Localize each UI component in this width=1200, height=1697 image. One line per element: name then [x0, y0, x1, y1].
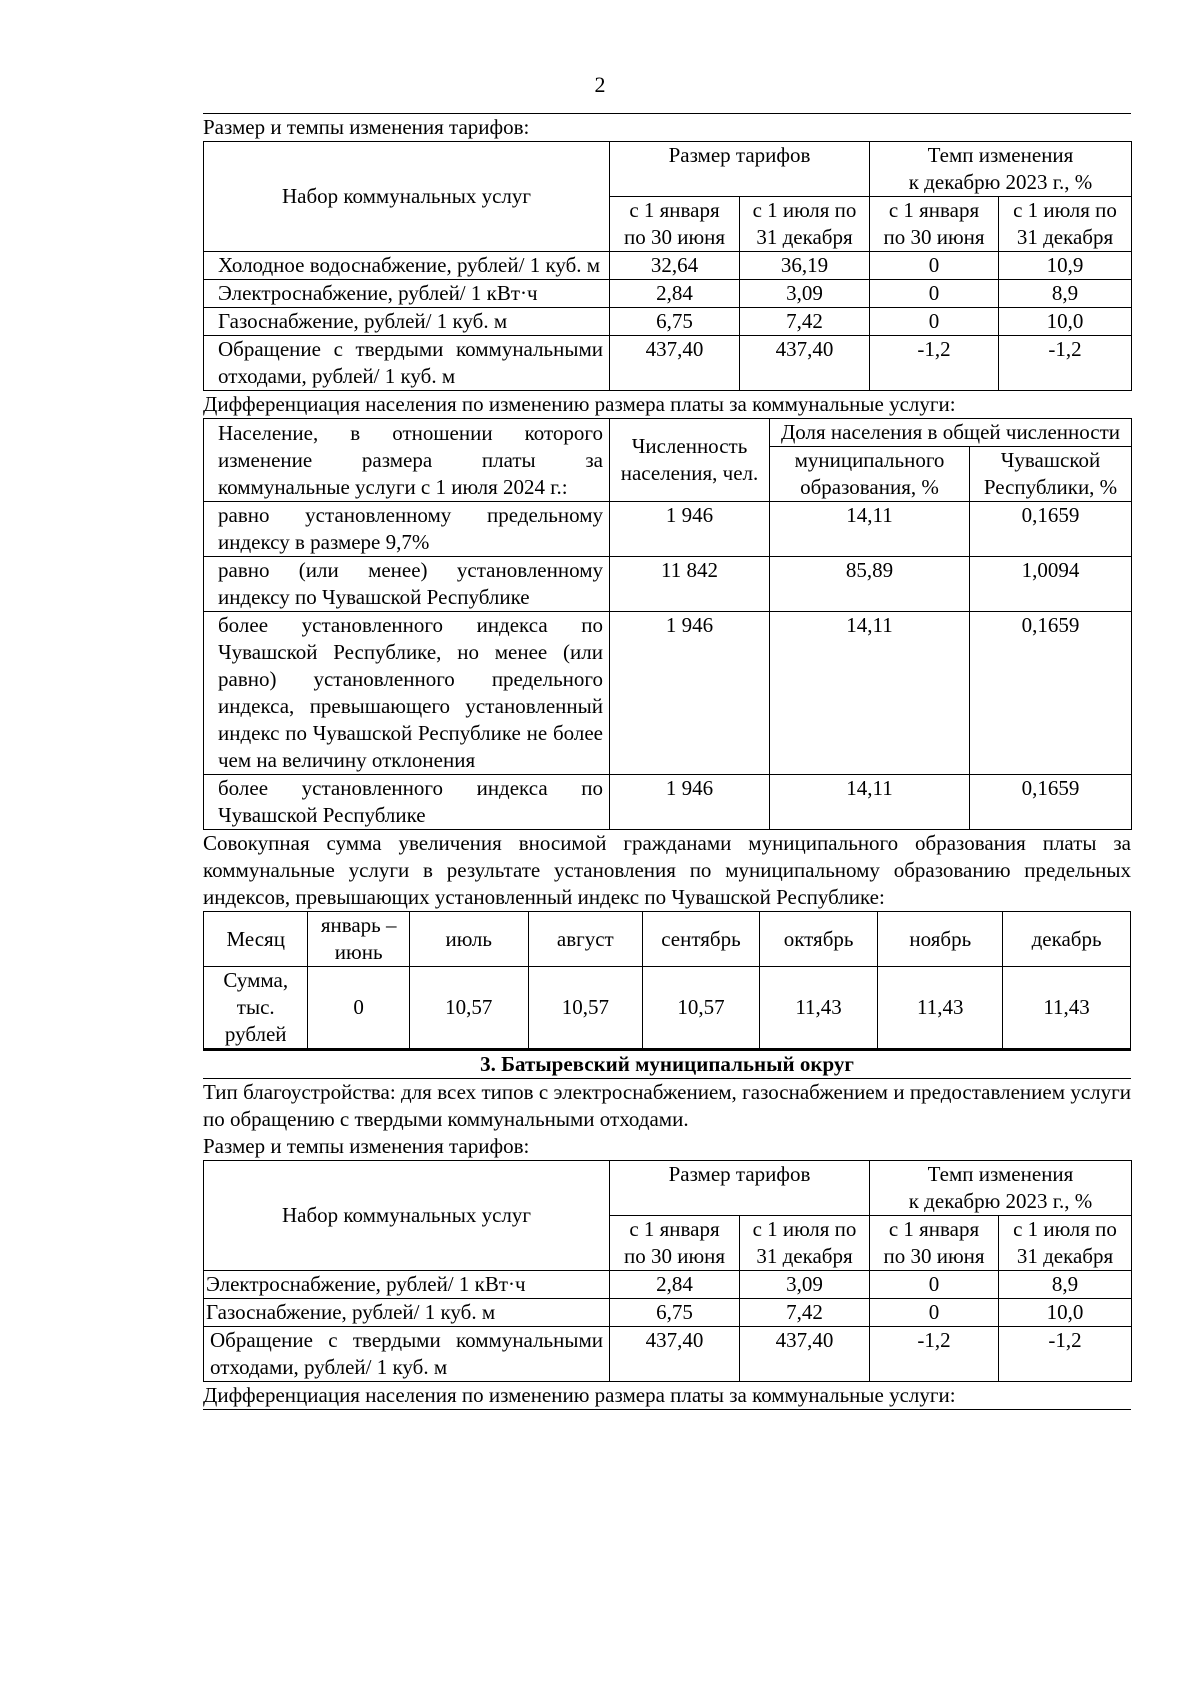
s2-total-text: Совокупная сумма увеличения вносимой гражданами муниципального образования платы за коммунальные услуги в результате установления по муниципальному образованию предельных индексов, превышающих установленный индекс по Чувашской Республике: — [203, 831, 1131, 909]
page-number: 2 — [594, 72, 606, 97]
page-content — [203, 113, 1131, 1410]
table-row: равно установленному предельному индексу в размере 9,7% 1 946 14,11 0,1659 — [204, 502, 1132, 557]
tariff-head-rate-period1: с 1 января по 30 июня — [870, 197, 999, 252]
tariff-head-size: Размер тарифов — [610, 142, 870, 197]
table-row: Обращение с твердыми коммунальными отходами, рублей/ 1 куб. м 437,40 437,40 -1,2 -1,2 — [204, 1327, 1132, 1382]
diff-head-mun: муниципального образования, % — [770, 447, 970, 502]
tariff-head-rate-period2: с 1 июля по 31 декабря — [999, 197, 1132, 252]
table-row: более установленного индекса по Чувашской Республике 1 946 14,11 0,1659 — [204, 775, 1132, 830]
s3-head-size: Размер тарифов — [610, 1161, 870, 1216]
s3-type-text: Тип благоустройства: для всех типов с электроснабжением, газоснабжением и предоставлением услуги по обращению с твердыми коммунальными отходами. — [203, 1080, 1131, 1131]
tariff-head-period2: с 1 июля по 31 декабря — [740, 197, 870, 252]
s2-tariff-table — [203, 141, 1132, 391]
s3-diff-caption: Дифференциация населения по изменению размера платы за коммунальные услуги: — [203, 1382, 1131, 1410]
tariff-head-services: Набор коммунальных услуг — [204, 142, 610, 252]
table-row: Обращение с твердыми коммунальными отходами, рублей/ 1 куб. м 437,40 437,40 -1,2 -1,2 — [204, 336, 1132, 391]
table-row: Газоснабжение, рублей/ 1 куб. м 6,75 7,42 0 10,0 — [204, 308, 1132, 336]
s3-tariff-table: Набор коммунальных услуг Размер тарифов Темп изменения к декабрю 2023 г., % с 1 января по 30 июня с 1 июля по 31 декабря с 1 января по 30 июня с 1 июля по 31 декабря Электроснабжение, рублей/ 1 кВт·ч 2,84 3,09 0 8,9 Газоснабжение, рублей/ 1 куб. м 6,75 7,42 0 10,0 Обращение с твердыми коммунальными отходами, рублей/ 1 куб. м 437,40 437,40 -1,2 -1,2 — [203, 1160, 1132, 1382]
table-row: равно (или менее) установленному индексу по Чувашской Республике 11 842 85,89 1,0094 — [204, 557, 1132, 612]
s3-tariff-caption: Размер и темпы изменения тарифов: — [203, 1134, 530, 1158]
s3-head-services: Набор коммунальных услуг — [204, 1161, 610, 1271]
diff-head-count: Численность населения, чел. — [610, 419, 770, 502]
s2-diff-caption: Дифференциация населения по изменению размера платы за коммунальные услуги: — [203, 392, 956, 416]
table-row: Газоснабжение, рублей/ 1 куб. м 6,75 7,42 0 10,0 — [204, 1299, 1132, 1327]
diff-head-share: Доля населения в общей численности — [770, 419, 1132, 447]
section-3-title: 3. Батыревский муниципальный округ — [203, 1049, 1131, 1079]
diff-head-population: Население, в отношении которого изменение размера платы за коммунальные услуги с 1 июля 2024 г.: — [204, 419, 610, 502]
diff-head-rep: Чувашской Республики, % — [970, 447, 1132, 502]
s2-tariff-caption: Размер и темпы изменения тарифов: — [203, 113, 1131, 141]
table-row: Электроснабжение, рублей/ 1 кВт·ч 2,84 3,09 0 8,9 — [204, 1271, 1132, 1299]
tariff-head-rate: Темп изменения к декабрю 2023 г., % — [870, 142, 1132, 197]
tariff-head-period1: с 1 января по 30 июня — [610, 197, 740, 252]
table-row: Электроснабжение, рублей/ 1 кВт·ч 2,84 3,09 0 8,9 — [204, 280, 1132, 308]
months-sum-label: Сумма, тыс. рублей — [204, 967, 308, 1049]
s2-months-table: Месяц январь – июнь июль август сентябрь октябрь ноябрь декабрь Сумма, тыс. рублей 0 10,57 10,57 10,57 11,43 11,43 11,43 — [203, 911, 1131, 1049]
s3-head-rate: Темп изменения к декабрю 2023 г., % — [870, 1161, 1132, 1216]
months-header-label: Месяц — [204, 912, 308, 967]
table-row: Холодное водоснабжение, рублей/ 1 куб. м 32,64 36,19 0 10,9 — [204, 252, 1132, 280]
table-row: более установленного индекса по Чувашской Республике, но менее (или равно) установленного предельного индекса, превышающего установленный индекс по Чувашской Республике не более чем на величину отклонения 1 946 14,11 0,1659 — [204, 612, 1132, 775]
s2-diff-table — [203, 418, 1132, 830]
